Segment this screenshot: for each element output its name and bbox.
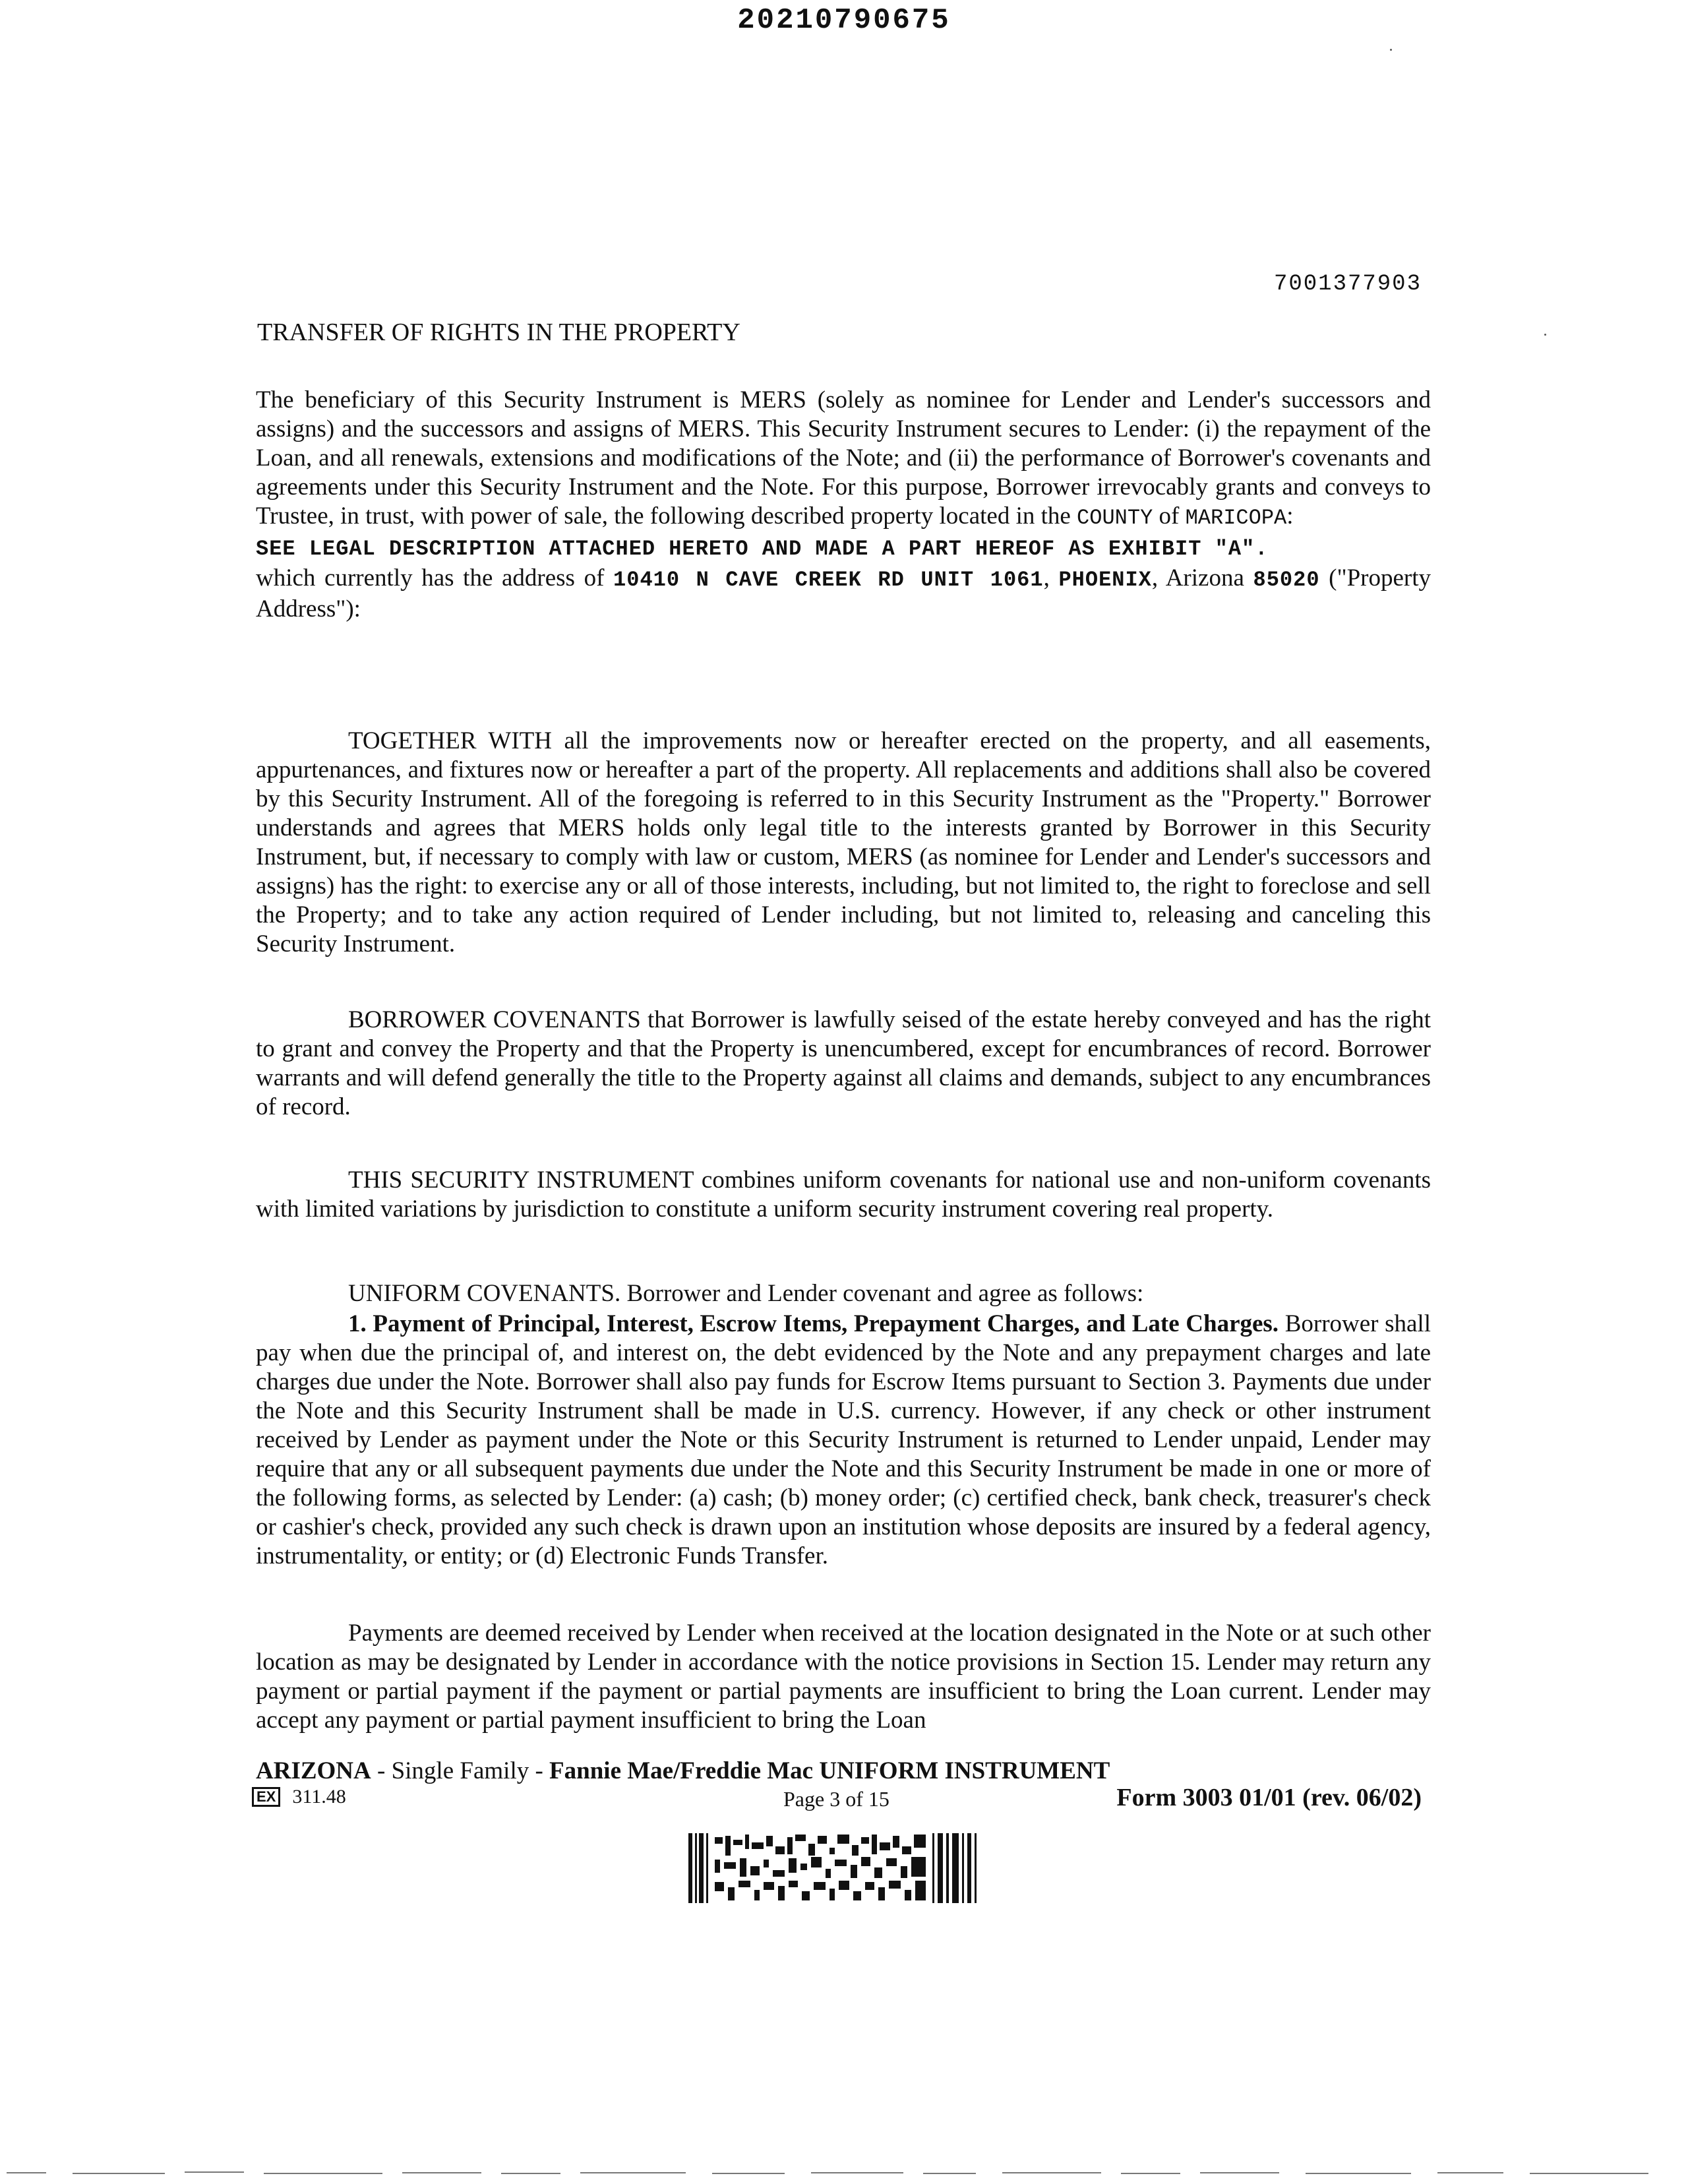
- footer-separator: - Single Family -: [371, 1757, 550, 1784]
- payments-received-paragraph: Payments are deemed received by Lender when received at the location designated in the Note or at such other location as may be designated by Lender in accordance with the notice provisions in Section 15. Lender may return any payment or partial payment if the payment or partial payments are insufficient to bring the Loan current. Lender may accept any payment or partial payment insufficient to bring the Loan: [256, 1620, 1431, 1734]
- address-comma: ,: [1043, 564, 1059, 592]
- section-title: TRANSFER OF RIGHTS IN THE PROPERTY: [257, 318, 740, 346]
- property-state: , Arizona: [1151, 564, 1244, 592]
- footer-state: ARIZONA: [256, 1757, 371, 1784]
- this-security-paragraph: THIS SECURITY INSTRUMENT combines uniform covenants for national use and non-uniform covenants with limited variations by jurisdiction to constitute a uniform security instrument covering real property.: [256, 1167, 1431, 1223]
- section-1-heading: 1. Payment of Principal, Interest, Escrow Items, Prepayment Charges, and Late Charges.: [348, 1310, 1279, 1337]
- form-code: 311.48: [292, 1786, 346, 1807]
- recording-number: 20210790675: [737, 4, 951, 37]
- form-number: Form 3003 01/01 (rev. 06/02): [1116, 1784, 1422, 1811]
- transfer-text: The beneficiary of this Security Instrument is MERS (solely as nominee for Lender and Lender's successors and assigns) and the successors and assigns of MERS. This Security Instrument secures to Lender: (i) the repayment of the Loan, and all renewals, extensions and modifications of the Note; and (ii) the performance of Borrower's covenants and agreements under this Security Instrument and the Note. For this purpose, Borrower irrevocably grants and conveys to Trustee, in trust, with power of sale, the following described property located in the: [256, 386, 1431, 530]
- county-of: of: [1153, 502, 1186, 530]
- property-city: PHOENIX: [1058, 568, 1152, 592]
- address-prefix: which currently has the address of: [256, 564, 614, 592]
- section-1-paragraph: [256, 1310, 1431, 1571]
- barcode-image: [688, 1833, 979, 1903]
- borrower-covenants-paragraph: BORROWER COVENANTS that Borrower is lawfully seised of the estate hereby conveyed and has the right to grant and convey the Property and that the Property is unencumbered, except for encumbrances of record. Borrower warrants and will defend generally the title to the Property against all claims and demands, subject to any encumbrances of record.: [256, 1006, 1431, 1120]
- uniform-covenants-paragraph: UNIFORM COVENANTS. Borrower and Lender covenant and agree as follows:: [348, 1280, 1144, 1307]
- address-suffix: ("Property Address"):: [256, 564, 1431, 622]
- section-1-body: Borrower shall pay when due the principal of, and interest on, the debt evidenced by the Note and any prepayment charges and late charges due under the Note. Borrower shall also pay funds for Escrow Items pursuant to Section 3. Payments due under the Note and this Security Instrument shall be made in U.S. currency. However, if any check or other instrument received by Lender as payment under the Note or this Security Instrument is returned to Lender unpaid, Lender may require that any or all subsequent payments due under the Note and this Security Instrument be made in one or more of the following forms, as selected by Lender: (a) cash; (b) money order; (c) certified check, bank check, treasurer's check or cashier's check, provided any such check is drawn upon an institution whose deposits are insured by a federal agency, instrumentality, or entity; or (d) Electronic Funds Transfer.: [256, 1310, 1431, 1569]
- loan-number: 7001377903: [1273, 272, 1422, 297]
- county-label: COUNTY: [1077, 506, 1153, 530]
- footer-instrument-line: [256, 1757, 1110, 1785]
- legal-description: SEE LEGAL DESCRIPTION ATTACHED HERETO AND MADE A PART HEREOF AS EXHIBIT "A".: [256, 537, 1269, 561]
- county-colon: :: [1286, 502, 1294, 530]
- scan-speck: [1390, 49, 1392, 51]
- property-zip: 85020: [1253, 568, 1320, 592]
- scan-edge-noise: [0, 2169, 1688, 2176]
- footer-form-code: [252, 1786, 346, 1808]
- page-number: Page 3 of 15: [783, 1787, 889, 1811]
- ex-logo: EX: [252, 1787, 280, 1807]
- county-name: MARICOPA: [1185, 506, 1287, 530]
- footer-agency: Fannie Mae/Freddie Mac UNIFORM INSTRUMENT: [549, 1757, 1110, 1784]
- transfer-paragraph: [256, 386, 1431, 624]
- property-street: 10410 N CAVE CREEK RD UNIT 1061: [613, 568, 1044, 592]
- scan-speck: [1544, 334, 1546, 336]
- together-with-paragraph: TOGETHER WITH all the improvements now or hereafter erected on the property, and all easements, appurtenances, and fixtures now or hereafter a part of the property. All replacements and additions shall also be covered by this Security Instrument. All of the foregoing is referred to in this Security Instrument as the "Property." Borrower understands and agrees that MERS holds only legal title to the interests granted by Borrower in this Security Instrument, but, if necessary to comply with law or custom, MERS (as nominee for Lender and Lender's successors and assigns) has the right: to exercise any or all of those interests, including, but not limited to, the right to foreclose and sell the Property; and to take any action required of Lender including, but not limited to, releasing and canceling this Security Instrument.: [256, 727, 1431, 957]
